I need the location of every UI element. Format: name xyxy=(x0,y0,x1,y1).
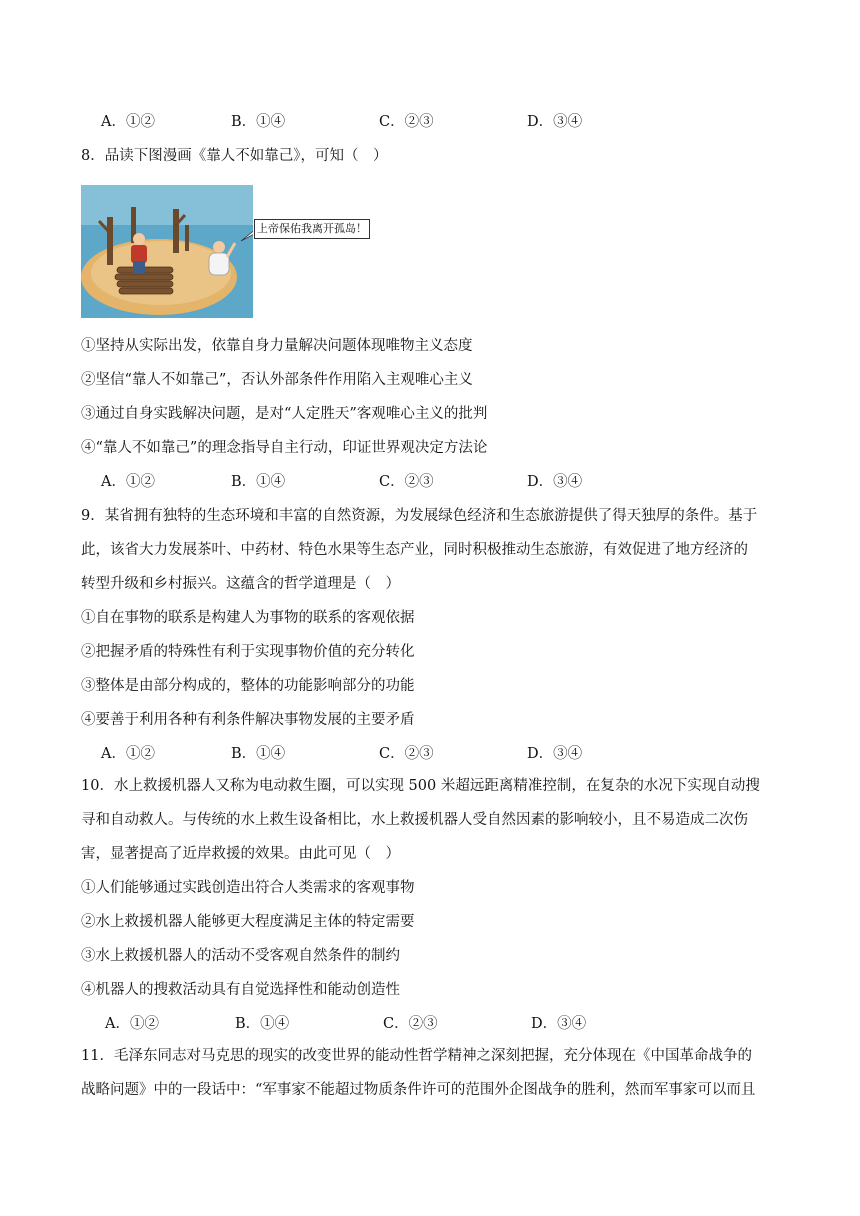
q7-options xyxy=(81,112,781,132)
q11-stem-line-1: 11．毛泽东同志对马克思的现实的改变世界的能动性哲学精神之深刻把握，充分体现在《中国革命战争的 xyxy=(81,1048,752,1064)
q9-statement-4: ④要善于利用各种有利条件解决事物发展的主要矛盾 xyxy=(81,712,415,728)
q10-stem-line-1: 10．水上救援机器人又称为电动救生圈，可以实现 500 米超远距离精准控制，在复杂的水况下实现自动搜 xyxy=(81,778,760,794)
cartoon-image xyxy=(81,185,253,318)
q8-statement-2: ②坚信“靠人不如靠己”，否认外部条件作用陷入主观唯心主义 xyxy=(81,372,473,388)
q8-statement-3: ③通过自身实践解决问题，是对“人定胜天”客观唯心主义的批判 xyxy=(81,406,488,422)
q10-option-d: D．③④ xyxy=(531,1016,587,1032)
q10-stem-line-3: 害，显著提高了近岸救援的效果。由此可见（ ） xyxy=(81,846,400,862)
q10-stem-line-2: 寻和自动救人。与传统的水上救生设备相比，水上救援机器人受自然因素的影响较小，且不易造成二次伤 xyxy=(81,812,748,828)
q9-statement-2: ②把握矛盾的特殊性有利于实现事物价值的充分转化 xyxy=(81,644,415,660)
q9-option-d: D．③④ xyxy=(527,746,583,762)
q10-option-c: C．②③ xyxy=(383,1016,438,1032)
q9-options xyxy=(81,744,781,764)
q9-option-a: A．①② xyxy=(101,746,155,762)
q8-option-b: B．①④ xyxy=(231,474,286,490)
q9-statement-3: ③整体是由部分构成的，整体的功能影响部分的功能 xyxy=(81,678,415,694)
q7-option-a: A．①② xyxy=(101,114,155,130)
q10-statement-4: ④机器人的搜救活动具有自觉选择性和能动创造性 xyxy=(81,982,400,998)
q8-statement-4: ④“靠人不如靠己”的理念指导自主行动，印证世界观决定方法论 xyxy=(81,440,488,456)
q9-option-b: B．①④ xyxy=(231,746,286,762)
q7-option-c: C．②③ xyxy=(379,114,434,130)
speech-bubble xyxy=(254,219,370,239)
q10-statement-1: ①人们能够通过实践创造出符合人类需求的客观事物 xyxy=(81,880,415,896)
q7-option-d: D．③④ xyxy=(527,114,583,130)
q8-options xyxy=(81,472,781,492)
q11-stem-line-2: 战略问题》中的一段话中：“军事家不能超过物质条件许可的范围外企图战争的胜利，然而军事家可以而且 xyxy=(81,1082,756,1098)
q9-stem-line-2: 此，该省大力发展茶叶、中药材、特色水果等生态产业，同时积极推动生态旅游，有效促进了地方经济的 xyxy=(81,542,748,558)
q8-option-a: A．①② xyxy=(101,474,155,490)
q10-options xyxy=(85,1014,785,1034)
q9-stem-line-3: 转型升级和乡村振兴。这蕴含的哲学道理是（ ） xyxy=(81,576,400,592)
q10-option-b: B．①④ xyxy=(235,1016,290,1032)
q9-option-c: C．②③ xyxy=(379,746,434,762)
q10-statement-2: ②水上救援机器人能够更大程度满足主体的特定需要 xyxy=(81,914,415,930)
q9-statement-1: ①自在事物的联系是构建人为事物的联系的客观依据 xyxy=(81,610,415,626)
q7-option-b: B．①④ xyxy=(231,114,286,130)
q8-statement-1: ①坚持从实际出发，依靠自身力量解决问题体现唯物主义态度 xyxy=(81,338,473,354)
q10-option-a: A．①② xyxy=(105,1016,159,1032)
q8-option-c: C．②③ xyxy=(379,474,434,490)
q8-option-d: D．③④ xyxy=(527,474,583,490)
speech-bubble-text: 上帝保佑我离开孤岛！ xyxy=(257,222,367,235)
q8-stem: 8．品读下图漫画《靠人不如靠己》，可知（ ） xyxy=(81,148,388,164)
q9-stem-line-1: 9．某省拥有独特的生态环境和丰富的自然资源，为发展绿色经济和生态旅游提供了得天独厚的条件。基于 xyxy=(81,508,758,524)
q10-statement-3: ③水上救援机器人的活动不受客观自然条件的制约 xyxy=(81,948,400,964)
